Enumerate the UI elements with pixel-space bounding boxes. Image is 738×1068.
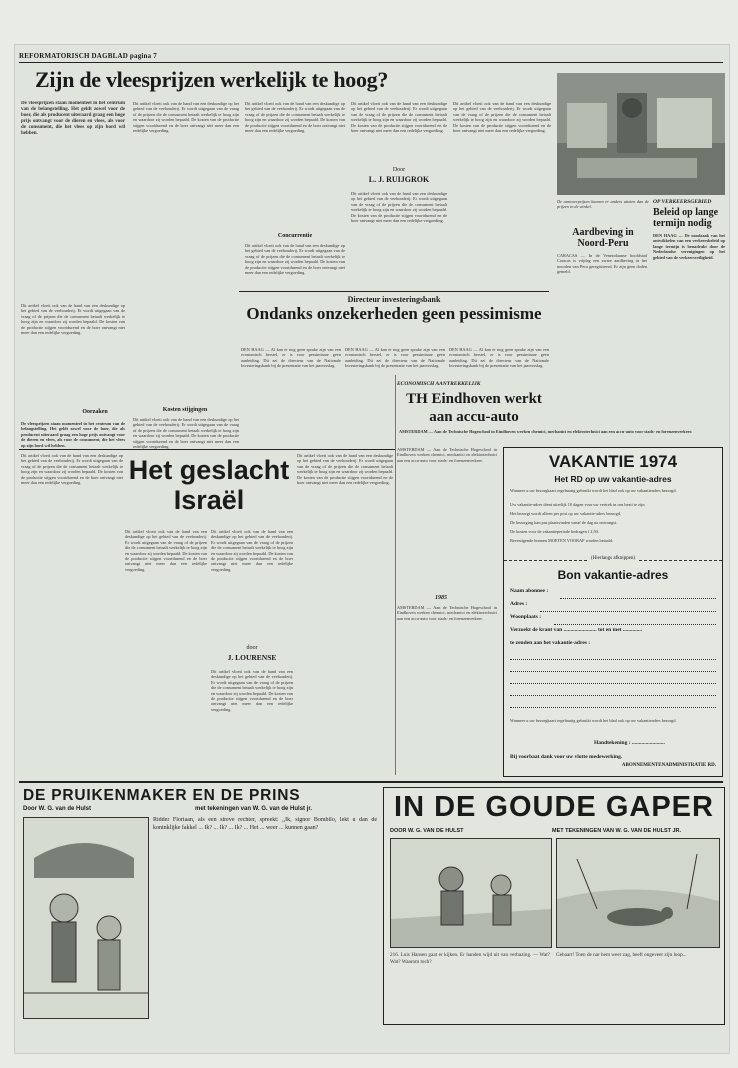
th-kicker: ECONOMISCH AANTREKKELIJK	[397, 381, 481, 387]
israel-author: J. LOURENSE	[227, 653, 277, 662]
th-col1b: AMSTERDAM — Aan de Technische Hogeschool in Eindhoven werken chemici, mechanici en elektrotechnici aan een accu-auto voor stads- en forenzenverkeer.	[397, 605, 497, 621]
header-rule	[19, 62, 723, 63]
cut-note	[504, 556, 722, 561]
vakantie-subtitle: Het RD op uw vakantie-adres	[554, 474, 672, 484]
line-5[interactable]	[510, 700, 716, 708]
th-col1: AMSTERDAM — Aan de Technische Hogeschool in Eindhoven werken chemici, mechanici en elektrotechnici aan een accu-auto voor stads- en forenzenverkeer.	[397, 447, 497, 463]
pruikenmaker-illustration	[23, 817, 149, 1019]
field-vakantieadres: te zenden aan het vakantie-adres :	[510, 640, 591, 646]
bon-title: Bon vakantie-adres	[557, 568, 669, 582]
vakantie-bullet-5: Bevestigende bonnen MOETEN VOORAF worden betaald.	[510, 538, 614, 543]
lead-col3-text: Dit artikel vloeit ook van de hand van een deskundige op het gebied van de veehouderij. Er wordt uitgegaan van de vraag of de prijzen die de consument betaalt werkelijk te hoog zijn en waardoor zij worden bepaald. De kosten van de productie stijgen voortdurend en de boer ontvangt niet meer dan een redelijke vergoeding.	[245, 101, 345, 134]
pruikenmaker-drawing	[24, 818, 148, 1018]
field-adres[interactable]	[510, 601, 716, 612]
vakantie-bullet-1: Uw vakantie-adres dient uiterlijk 10 dagen voor uw vertrek in ons bezit te zijn.	[510, 502, 646, 507]
photo-caption: De aanvoerprijzen kunnen er anders uitzien dan de prijzen in de winkel.	[557, 199, 649, 210]
th-intro: AMSTERDAM — Aan de Technische Hogeschool in Eindhoven werken chemici, mechanici en elektrotechnici aan een accu-auto voor stads- en forenzenverkeer.	[399, 429, 693, 434]
th-sub: 1985	[435, 595, 447, 601]
lead-byline-prefix: Door	[392, 167, 406, 173]
pruikenmaker-byline: Door W. G. van de Hulst	[23, 806, 92, 812]
lead-col4-text: Dit artikel vloeit ook van de hand van een deskundige op het gebied van de veehouderij. Er wordt uitgegaan van de vraag of de prijzen die de consument betaalt werkelijk te hoog zijn en waardoor zij worden bepaald. De kosten van de productie stijgen voortdurend en de boer ontvangt niet meer dan een redelijke vergoeding.	[351, 101, 447, 134]
market-photo	[557, 73, 725, 195]
israel-rule	[19, 449, 395, 450]
line-1[interactable]	[510, 652, 716, 660]
vakantie-bullet-3: De bezorging kan pas plaatsvinden vanaf de dag na ontvangst.	[510, 520, 618, 525]
vakantie-title: VAKANTIE 1974	[548, 452, 678, 471]
israel-col3: Dit artikel vloeit ook van de hand van een deskundige op het gebied van de veehouderij. Er wordt uitgegaan van de vraag of de prijzen die de consument betaalt werkelijk te hoog zijn en waardoor zij worden bepaald. De kosten van de productie stijgen voortdurend en de boer ontvangt niet meer dan een redelijke vergoeding.	[211, 529, 293, 572]
israel-col2: Dit artikel vloeit ook van de hand van een deskundige op het gebied van de veehouderij. Er wordt uitgegaan van de vraag of de prijzen die de consument betaalt werkelijk te hoog zijn en waardoor zij worden bepaald. De kosten van de productie stijgen voortdurend en de boer ontvangt niet meer dan een redelijke vergoeding.	[125, 529, 207, 572]
lead-col3b-text: Dit artikel vloeit ook van de hand van een deskundige op het gebied van de veehouderij. Er wordt uitgegaan van de vraag of de prijzen die de consument betaalt werkelijk te hoog zijn en waardoor zij worden bepaald. De kosten van de productie stijgen voortdurend en de boer ontvangt niet meer dan een redelijke vergoeding.	[245, 243, 345, 276]
market-photo-graphic	[557, 73, 725, 195]
aardbeving-headline: Aardbeving in Noord-Peru	[572, 227, 634, 249]
lead-sub-kosten: Kosten stijgingen	[162, 407, 208, 413]
gaper-drawing-left	[391, 839, 551, 947]
lead-col4b-text: Dit artikel vloeit ook van de hand van een deskundige op het gebied van de veehouderij. Er wordt uitgegaan van de vraag of de prijzen die de consument betaalt werkelijk te hoog zijn en waardoor zij worden bepaald. De kosten van de productie stijgen voortdurend en de boer ontvangt niet meer dan een redelijke vergoeding.	[351, 191, 447, 224]
israel-headline: Het geslacht Israël	[128, 455, 290, 515]
lead-sub-oorzaken: Oorzaken	[82, 409, 108, 415]
lead-col5-text: Dit artikel vloeit ook van de hand van een deskundige op het gebied van de veehouderij. Er wordt uitgegaan van de vraag of de prijzen die de consument betaalt werkelijk te hoog zijn en waardoor zij worden bepaald. De kosten van de productie stijgen voortdurend en de boer ontvangt niet meer dan een redelijke vergoeding.	[453, 101, 551, 134]
aardbeving-text: CARACAS — In de Venezolaanse hoofdstad Caracas is vrijdag een zware aardbeving in het noorden van Peru geregistreerd. Er zijn geen doden gemeld.	[557, 253, 647, 275]
directeur-rule	[239, 291, 549, 292]
field-woonplaats[interactable]	[510, 614, 716, 625]
gaper-byline: DOOR W. G. VAN DE HULST	[390, 828, 464, 834]
field-tot-label: tot en met	[597, 627, 622, 633]
verkeer-text: DEN HAAG — De noodzaak van het ontwikkelen van een verkeersbeleid op lange termijn is benadrukt door de Nederlandse verenigingen op het gebied van de verkeersveiligheid.	[653, 233, 725, 260]
gaper-box	[383, 787, 725, 1025]
newspaper-page	[14, 44, 730, 1054]
gaper-text-right: Gebaart! Toen de nar hem weer zag, heeft ongeveer zijn loop...	[556, 952, 687, 958]
cut-note-text: (Hierlangs afknippen)	[588, 556, 638, 561]
lead-sub-concurrentie: Concurrentie	[277, 233, 313, 239]
field-woonplaats-label: Woonplaats :	[510, 614, 542, 620]
field-naam[interactable]	[510, 588, 716, 599]
verkeer-headline: Beleid op lange termijn nodig	[653, 207, 719, 229]
israel-col1: Dit artikel vloeit ook van de hand van een deskundige op het gebied van de veehouderij. Er wordt uitgegaan van de vraag of de prijzen die de consument betaalt werkelijk te hoog zijn en waardoor zij worden bepaald. De kosten van de productie stijgen voortdurend en de boer ontvangt niet meer dan een redelijke vergoeding.	[21, 453, 123, 486]
lead-intro: De vleesprijzen staan momenteel in het centrum van de belangstelling. Het geldt zowel voor de boer, die als producent uiteraard graag een hoge prijs ontvangt voor de dieren en vlees, als voor de consument, die het vlees op zijn bord wil hebben.	[21, 101, 125, 136]
lead-headline: Zijn de vleesprijzen werkelijk te hoog?	[35, 67, 389, 92]
israel-col3b: Dit artikel vloeit ook van de hand van een deskundige op het gebied van de veehouderij. Er wordt uitgegaan van de vraag of de prijzen die de consument betaalt werkelijk te hoog zijn en waardoor zij worden bepaald. De kosten van de productie stijgen voortdurend en de boer ontvangt niet meer dan een redelijke vergoeding.	[211, 669, 293, 712]
signature-label: Handtekening :	[594, 740, 631, 746]
directeur-kicker: Directeur investeringsbank	[347, 295, 441, 304]
line-3[interactable]	[510, 676, 716, 684]
line-2[interactable]	[510, 664, 716, 672]
column-divider	[395, 375, 396, 775]
field-periode[interactable]: Verzoekt de krant van ........................ tot en met ..............	[510, 627, 643, 633]
bon-note: Wanneer u uw bezorgkaart regelmatig gebruikt wordt het blad ook op uw vakantieadres bezorgd.	[510, 718, 677, 723]
field-signature[interactable]: Handtekening : ........................	[594, 740, 665, 746]
field-van-label: Verzoekt de krant van	[510, 627, 563, 633]
vakantie-intro: Wanneer u uw bezorgkaart regelmatig gebruikt wordt het blad ook op uw vakantieadres bezorgd.	[510, 488, 677, 493]
field-adres-label: Adres :	[510, 601, 528, 607]
israel-byline-prefix: door	[246, 645, 258, 651]
th-headline: TH Eindhoven werkt aan accu-auto	[406, 391, 542, 425]
pruikenmaker-title: DE PRUIKENMAKER EN DE PRINS	[23, 787, 301, 804]
bottom-rule	[19, 781, 723, 783]
admin-name: ABONNEMENTENADMINISTRATIE RD.	[621, 763, 716, 768]
vakantie-box	[503, 447, 723, 777]
lead-col2b-text: Dit artikel vloeit ook van de hand van een deskundige op het gebied van de veehouderij. Er wordt uitgegaan van de vraag of de prijzen die de consument betaalt werkelijk te hoog zijn en waardoor zij worden bepaald. De kosten van de productie stijgen voortdurend en de boer ontvangt niet meer dan een redelijke vergoeding.	[133, 417, 239, 450]
gaper-drawing-right	[557, 839, 719, 947]
lead-author: L. J. RUIJGROK	[368, 175, 430, 184]
pruikenmaker-text: Ridder Floriaan, als een streve rechter, spreekt: ,,Ik, signor Bombilo, lekt u dan de koninklijke fakkel ... Ik? ... Ik? ... Ik? ... Het ... weer ... kunnen gaan?	[153, 817, 377, 831]
directeur-headline: Ondanks onzekerheden geen pessimisme	[246, 304, 542, 323]
line-4[interactable]	[510, 688, 716, 696]
field-woonplaats-line[interactable]	[554, 617, 716, 625]
gaper-title: IN DE GOUDE GAPER	[394, 791, 714, 823]
pruikenmaker-drawings: met tekeningen van W. G. van de Hulst jr.	[195, 806, 313, 812]
field-adres-line[interactable]	[540, 604, 716, 612]
gaper-panel-left	[390, 838, 552, 948]
field-naam-line[interactable]	[560, 591, 716, 599]
admin-thanks: Bij voorbaat dank voor uw vlotte medewerking.	[510, 754, 623, 760]
lead-col1-bold: De vleesprijzen staan momenteel in het centrum van de belangstelling. Het geldt zowel voor de boer, die als producent uiteraard graag een hoge prijs ontvangt voor de dieren en vlees, als voor de consument, die het vlees op zijn bord wil hebben.	[21, 421, 125, 448]
gaper-panel-right	[556, 838, 720, 948]
vakantie-bullet-2: Het bezorgt wordt alleen per post op uw vakantie-adres bezorgd.	[510, 511, 622, 516]
gaper-text-left: 216. Luis Hansen gaat er kijken. Er handen wijd uit van verbazing. — Wat? Wat? Waarom toch?	[390, 952, 550, 965]
directeur-col1: DEN HAAG — Al kan er nog geen sprake zijn van een economisch herstel, er is voor pessimisme geen aanleiding. Dit zei de directeur van de Nationale Investeringsbank bij de presentatie van het jaarverslag.	[241, 347, 341, 369]
directeur-col2: DEN HAAG — Al kan er nog geen sprake zijn van een economisch herstel, er is voor pessimisme geen aanleiding. Dit zei de directeur van de Nationale Investeringsbank bij de presentatie van het jaarverslag.	[345, 347, 445, 369]
gaper-drawings: MET TEKENINGEN VAN W. G. VAN DE HULST JR.	[552, 828, 682, 834]
lead-col1-text: Dit artikel vloeit ook van de hand van een deskundige op het gebied van de veehouderij. Er wordt uitgegaan van de vraag of de prijzen die de consument betaalt werkelijk te hoog zijn en waardoor zij worden bepaald. De kosten van de productie stijgen voortdurend en de boer ontvangt niet meer dan een redelijke vergoeding.	[21, 303, 125, 336]
directeur-col3: DEN HAAG — Al kan er nog geen sprake zijn van een economisch herstel, er is voor pessimisme geen aanleiding. Dit zei de directeur van de Nationale Investeringsbank bij de presentatie van het jaarverslag.	[449, 347, 549, 369]
israel-col4: Dit artikel vloeit ook van de hand van een deskundige op het gebied van de veehouderij. Er wordt uitgegaan van de vraag of de prijzen die de consument betaalt werkelijk te hoog zijn en waardoor zij worden bepaald. De kosten van de productie stijgen voortdurend en de boer ontvangt niet meer dan een redelijke vergoeding.	[297, 453, 393, 486]
lead-col2-text: Dit artikel vloeit ook van de hand van een deskundige op het gebied van de veehouderij. Er wordt uitgegaan van de vraag of de prijzen die de consument betaalt werkelijk te hoog zijn en waardoor zij worden bepaald. De kosten van de productie stijgen voortdurend en de boer ontvangt niet meer dan een redelijke vergoeding.	[133, 101, 239, 134]
field-naam-label: Naam abonnee :	[510, 588, 549, 594]
vakantie-bullet-4: De kosten voor de vakantieperiode bedragen f 2,50.	[510, 529, 599, 534]
page-header: REFORMATORISCH DAGBLAD pagina 7	[19, 52, 157, 60]
verkeer-kicker: OP VERKEERSGEBIED	[653, 199, 712, 205]
